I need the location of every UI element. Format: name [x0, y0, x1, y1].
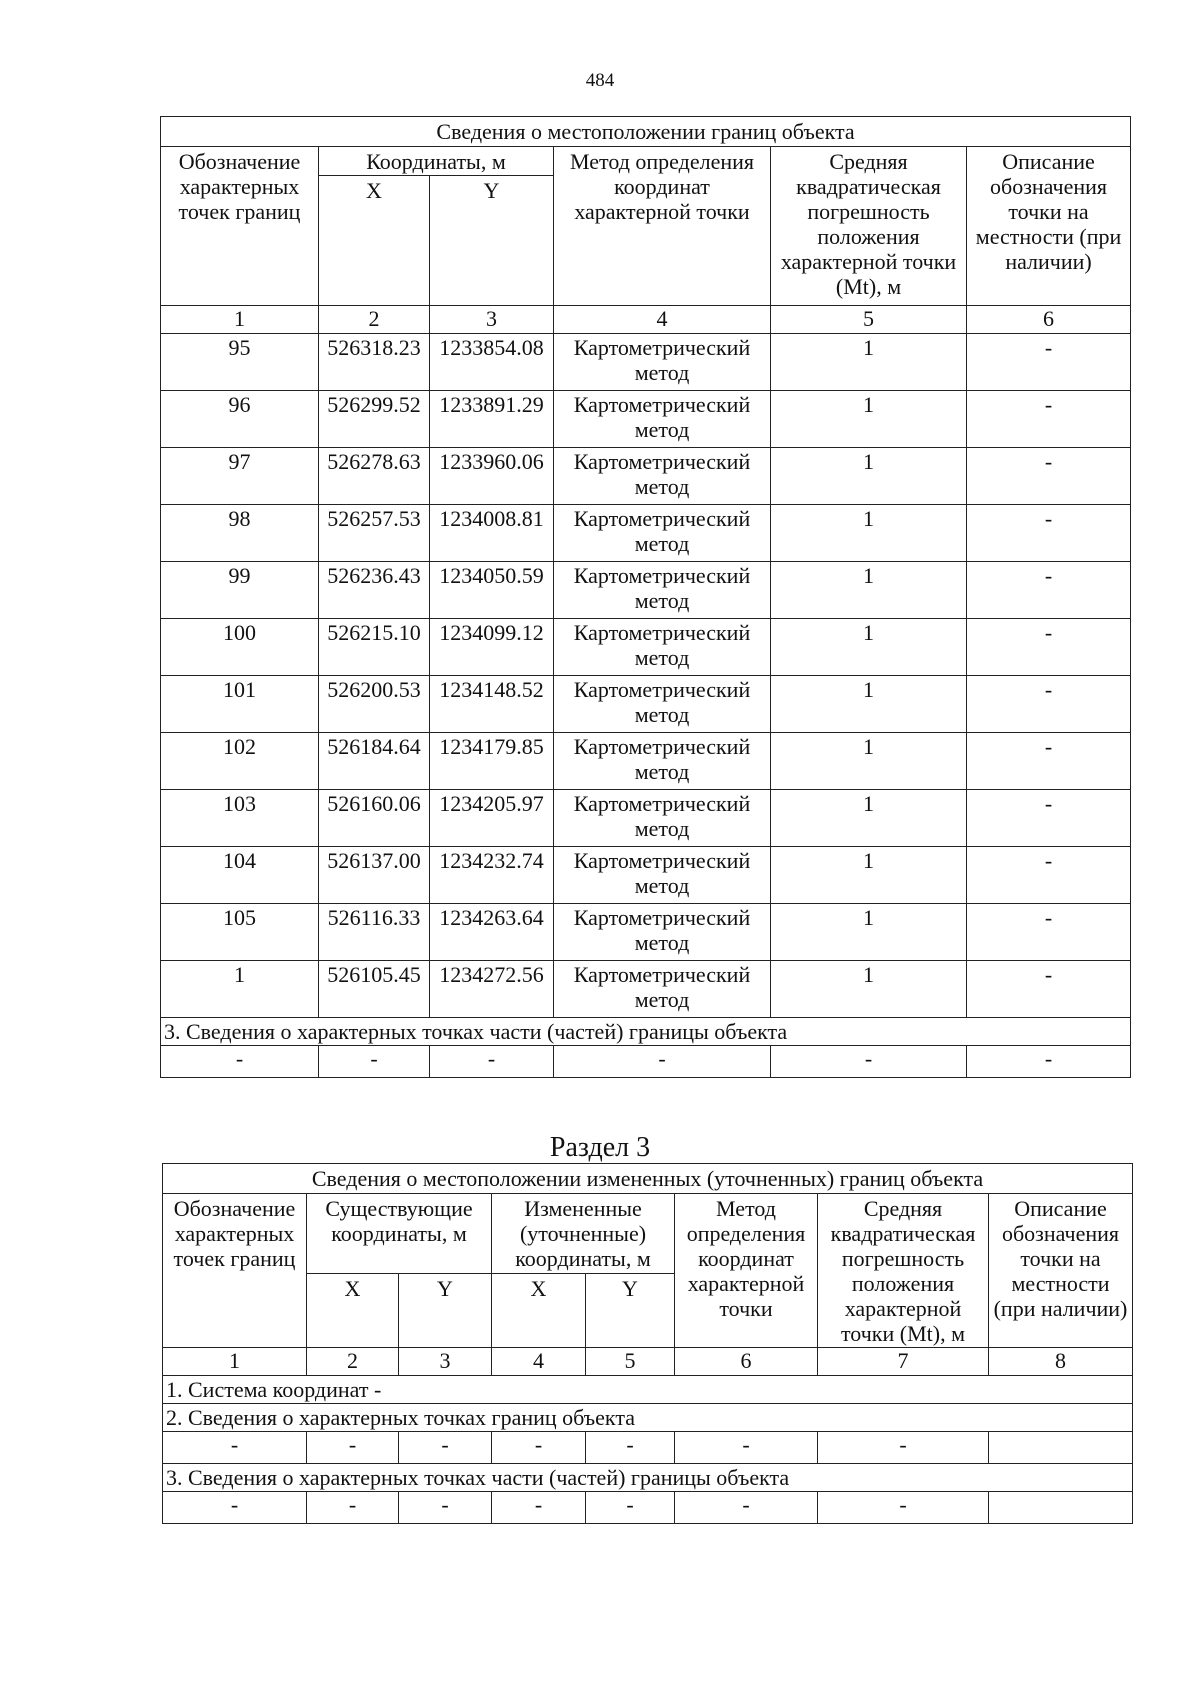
column-number: 3	[430, 306, 554, 334]
column-number: 1	[163, 1348, 307, 1376]
point-designation: 95	[161, 334, 319, 391]
cell-value	[989, 1432, 1133, 1464]
column-number: 6	[967, 306, 1131, 334]
point-designation: 105	[161, 904, 319, 961]
mean-error: 1	[771, 676, 967, 733]
description: -	[967, 847, 1131, 904]
header-x-existing: X	[307, 1273, 399, 1347]
coordinate-y: 1234232.74	[430, 847, 554, 904]
coordinate-x: 526299.52	[319, 391, 430, 448]
section2-label: 2. Сведения о характерных точках границ объекта	[163, 1404, 1133, 1432]
cell-value: -	[399, 1432, 492, 1464]
section2-values-row	[163, 1432, 1133, 1464]
description: -	[967, 334, 1131, 391]
header-y-changed: Y	[586, 1273, 675, 1347]
header-mean-error: Средняя квадратическая погрешность положения характерной точки (Mt), м	[771, 147, 967, 306]
section-heading: Раздел 3	[549, 1132, 651, 1163]
coordinate-y: 1234263.64	[430, 904, 554, 961]
coordinate-x: 526200.53	[319, 676, 430, 733]
header-point-designation: Обозначение характерных точек границ	[161, 147, 319, 306]
table-row	[161, 562, 1131, 619]
column-number: 4	[492, 1348, 586, 1376]
point-designation: 96	[161, 391, 319, 448]
mean-error: 1	[771, 847, 967, 904]
cell-value: -	[675, 1492, 818, 1524]
coordinate-system-label: 1. Система координат -	[163, 1376, 1133, 1404]
description: -	[967, 562, 1131, 619]
column-number: 7	[818, 1348, 989, 1376]
cell-value: -	[307, 1492, 399, 1524]
description: -	[967, 619, 1131, 676]
header-existing-coordinates: Существующие координаты, м	[307, 1194, 492, 1274]
cell-value: -	[586, 1432, 675, 1464]
column-numbers-row	[161, 306, 1131, 334]
method: Картометрический метод	[554, 847, 771, 904]
table-title: Сведения о местоположении измененных (уточненных) границ объекта	[163, 1164, 1133, 1194]
method: Картометрический метод	[554, 733, 771, 790]
description: -	[967, 676, 1131, 733]
coordinate-x: 526215.10	[319, 619, 430, 676]
coordinate-y: 1234050.59	[430, 562, 554, 619]
mean-error: 1	[771, 448, 967, 505]
boundary-points-table	[160, 116, 1131, 1078]
column-number: 5	[586, 1348, 675, 1376]
column-number: 5	[771, 306, 967, 334]
point-designation: 102	[161, 733, 319, 790]
header-y: Y	[430, 176, 554, 306]
coordinate-y: 1234179.85	[430, 733, 554, 790]
header-mean-error: Средняя квадратическая погрешность положения характерной точки (Mt), м	[818, 1194, 989, 1348]
section3-label: 3. Сведения о характерных точках части (частей) границы объекта	[163, 1464, 1133, 1492]
section3-label: 3. Сведения о характерных точках части (частей) границы объекта	[161, 1018, 1131, 1046]
column-number: 2	[307, 1348, 399, 1376]
header-method: Метод определения координат характерной точки	[554, 147, 771, 306]
description: -	[967, 961, 1131, 1018]
cell-value	[989, 1492, 1133, 1524]
method: Картометрический метод	[554, 790, 771, 847]
coordinate-y: 1234205.97	[430, 790, 554, 847]
column-number: 1	[161, 306, 319, 334]
point-designation: 98	[161, 505, 319, 562]
page-number: 484	[585, 70, 615, 91]
table-row	[161, 505, 1131, 562]
header-y-existing: Y	[399, 1273, 492, 1347]
mean-error: 1	[771, 334, 967, 391]
header-description: Описание обозначения точки на местности (при наличии)	[989, 1194, 1133, 1348]
table-row	[161, 619, 1131, 676]
point-designation: 1	[161, 961, 319, 1018]
point-designation: 103	[161, 790, 319, 847]
header-point-designation: Обозначение характерных точек границ	[163, 1194, 307, 1348]
coordinate-x: 526137.00	[319, 847, 430, 904]
section3-values-row	[163, 1492, 1133, 1524]
point-designation: 104	[161, 847, 319, 904]
column-number: 4	[554, 306, 771, 334]
cell-value: -	[967, 1046, 1131, 1078]
cell-value: -	[586, 1492, 675, 1524]
method: Картометрический метод	[554, 676, 771, 733]
cell-value: -	[163, 1492, 307, 1524]
table-row	[161, 334, 1131, 391]
mean-error: 1	[771, 790, 967, 847]
table-row	[161, 391, 1131, 448]
method: Картометрический метод	[554, 961, 771, 1018]
mean-error: 1	[771, 961, 967, 1018]
coordinate-x: 526236.43	[319, 562, 430, 619]
mean-error: 1	[771, 904, 967, 961]
mean-error: 1	[771, 733, 967, 790]
cell-value: -	[399, 1492, 492, 1524]
coordinate-x: 526105.45	[319, 961, 430, 1018]
table-row	[161, 733, 1131, 790]
coordinate-y: 1233891.29	[430, 391, 554, 448]
header-description: Описание обозначения точки на местности (при наличии)	[967, 147, 1131, 306]
header-x: X	[319, 176, 430, 306]
table-row	[161, 904, 1131, 961]
coordinate-y: 1234272.56	[430, 961, 554, 1018]
column-number: 6	[675, 1348, 818, 1376]
table-row	[161, 790, 1131, 847]
method: Картометрический метод	[554, 619, 771, 676]
changed-boundary-points-table	[162, 1163, 1133, 1524]
method: Картометрический метод	[554, 391, 771, 448]
cell-value: -	[161, 1046, 319, 1078]
coordinate-x: 526257.53	[319, 505, 430, 562]
point-designation: 101	[161, 676, 319, 733]
cell-value: -	[307, 1432, 399, 1464]
header-changed-coordinates: Измененные (уточненные) координаты, м	[492, 1194, 675, 1274]
description: -	[967, 904, 1131, 961]
cell-value: -	[163, 1432, 307, 1464]
column-number: 8	[989, 1348, 1133, 1376]
point-designation: 97	[161, 448, 319, 505]
coordinate-y: 1234148.52	[430, 676, 554, 733]
table-row	[161, 448, 1131, 505]
cell-value: -	[319, 1046, 430, 1078]
description: -	[967, 505, 1131, 562]
description: -	[967, 448, 1131, 505]
method: Картометрический метод	[554, 448, 771, 505]
coordinate-x: 526160.06	[319, 790, 430, 847]
method: Картометрический метод	[554, 562, 771, 619]
coordinate-x: 526278.63	[319, 448, 430, 505]
cell-value: -	[430, 1046, 554, 1078]
table-row	[161, 847, 1131, 904]
description: -	[967, 790, 1131, 847]
section3-values-row	[161, 1046, 1131, 1078]
method: Картометрический метод	[554, 505, 771, 562]
column-number: 3	[399, 1348, 492, 1376]
cell-value: -	[675, 1432, 818, 1464]
table-title: Сведения о местоположении границ объекта	[161, 117, 1131, 147]
mean-error: 1	[771, 505, 967, 562]
point-designation: 100	[161, 619, 319, 676]
column-numbers-row	[163, 1348, 1133, 1376]
table-row	[161, 676, 1131, 733]
description: -	[967, 733, 1131, 790]
description: -	[967, 391, 1131, 448]
column-number: 2	[319, 306, 430, 334]
method: Картометрический метод	[554, 334, 771, 391]
coordinate-x: 526184.64	[319, 733, 430, 790]
mean-error: 1	[771, 391, 967, 448]
cell-value: -	[492, 1492, 586, 1524]
cell-value: -	[818, 1432, 989, 1464]
cell-value: -	[492, 1432, 586, 1464]
cell-value: -	[554, 1046, 771, 1078]
table-row	[161, 961, 1131, 1018]
mean-error: 1	[771, 619, 967, 676]
coordinate-x: 526116.33	[319, 904, 430, 961]
header-method: Метод определения координат характерной точки	[675, 1194, 818, 1348]
point-designation: 99	[161, 562, 319, 619]
header-coordinates: Координаты, м	[319, 147, 554, 176]
cell-value: -	[771, 1046, 967, 1078]
header-x-changed: X	[492, 1273, 586, 1347]
cell-value: -	[818, 1492, 989, 1524]
coordinate-y: 1234008.81	[430, 505, 554, 562]
coordinate-y: 1233854.08	[430, 334, 554, 391]
coordinate-y: 1233960.06	[430, 448, 554, 505]
mean-error: 1	[771, 562, 967, 619]
coordinate-x: 526318.23	[319, 334, 430, 391]
coordinate-y: 1234099.12	[430, 619, 554, 676]
method: Картометрический метод	[554, 904, 771, 961]
